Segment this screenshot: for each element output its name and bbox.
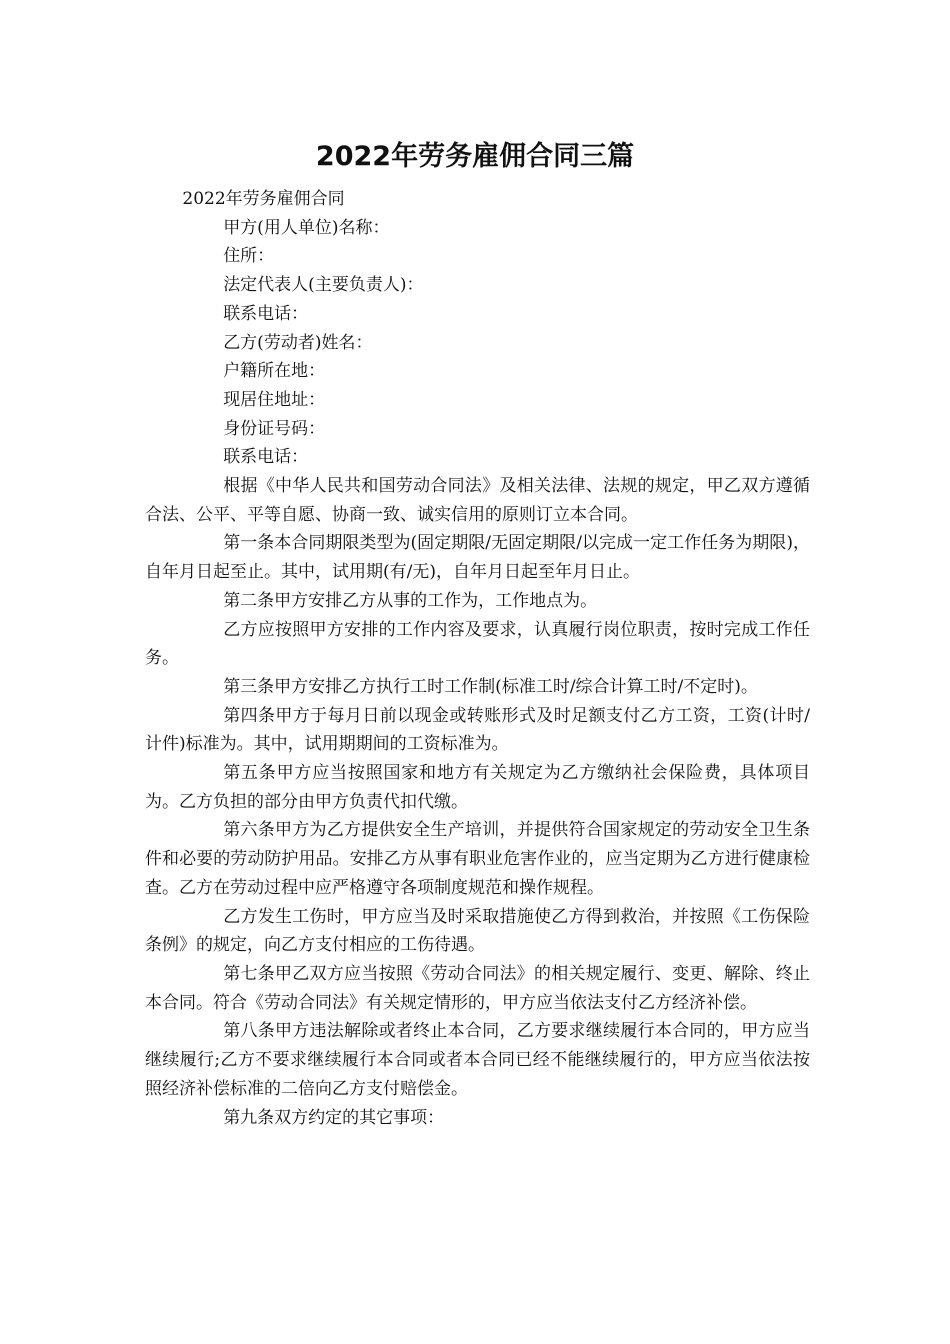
field-party-b-phone: 联系电话： (223, 447, 309, 468)
document-title: 2022年劳务雇佣合同三篇 (315, 141, 635, 172)
contract-paragraph: 第八条甲方违法解除或者终止本合同，乙方要求继续履行本合同的，甲方应当继续履行;乙方不要求继续履行本合同或者本合同已经不能继续履行的，甲方应当依法按照经济补偿标准的二倍向乙方支付赔偿金。 (145, 1021, 810, 1099)
contract-paragraph: 乙方发生工伤时，甲方应当及时采取措施使乙方得到救治，并按照《工伤保险条例》的规定，向乙方支付相应的工伤待遇。 (145, 906, 810, 956)
contract-paragraph: 第九条双方约定的其它事项： (223, 1107, 445, 1128)
contract-paragraph: 第三条甲方安排乙方执行工时工作制(标准工时/综合计算工时/不定时)。 (223, 676, 758, 697)
contract-paragraph: 第四条甲方于每月日前以现金或转账形式及时足额支付乙方工资，工资(计时/计件)标准为。其中，试用期期间的工资标准为。 (145, 705, 810, 755)
contract-paragraph: 第七条甲乙双方应当按照《劳动合同法》的相关规定履行、变更、解除、终止本合同。符合《劳动合同法》有关规定情形的，甲方应当依法支付乙方经济补偿。 (145, 963, 810, 1013)
field-party-a-name: 甲方(用人单位)名称： (223, 217, 390, 238)
contract-paragraph: 根据《中华人民共和国劳动合同法》及相关法律、法规的规定，甲乙双方遵循合法、公平、平等自愿、协商一致、诚实信用的原则订立本合同。 (145, 476, 810, 525)
document-body (145, 185, 810, 1132)
field-current-address: 现居住地址： (223, 389, 326, 410)
contract-paragraph: 第一条本合同期限类型为(固定期限/无固定期限/以完成一定工作任务为期限)，自年月日起至止。其中，试用期(有/无)，自年月日起至年月日止。 (145, 533, 810, 583)
contract-subtitle: 2022年劳务雇佣合同 (182, 189, 345, 209)
contract-paragraph: 第五条甲方应当按照国家和地方有关规定为乙方缴纳社会保险费，具体项目为。乙方负担的部分由甲方负责代扣代缴。 (145, 763, 810, 812)
field-party-b-name: 乙方(劳动者)姓名： (223, 332, 373, 353)
field-legal-representative: 法定代表人(主要负责人)： (223, 275, 424, 296)
contract-paragraph: 第六条甲方为乙方提供安全生产培训，并提供符合国家规定的劳动安全卫生条件和必要的劳动防护用品。安排乙方从事有职业危害作业的，应当定期为乙方进行健康检查。乙方在劳动过程中应严格遵守各项制度规范和操作规程。 (145, 820, 810, 898)
contract-paragraph: 乙方应按照甲方安排的工作内容及要求，认真履行岗位职责，按时完成工作任务。 (145, 619, 810, 669)
field-party-a-phone: 联系电话： (223, 303, 309, 324)
field-party-a-address: 住所： (223, 246, 275, 267)
field-id-number: 身份证号码： (223, 418, 326, 439)
contract-paragraph: 第二条甲方安排乙方从事的工作为，工作地点为。 (223, 590, 598, 611)
field-household-registration: 户籍所在地： (223, 361, 326, 382)
